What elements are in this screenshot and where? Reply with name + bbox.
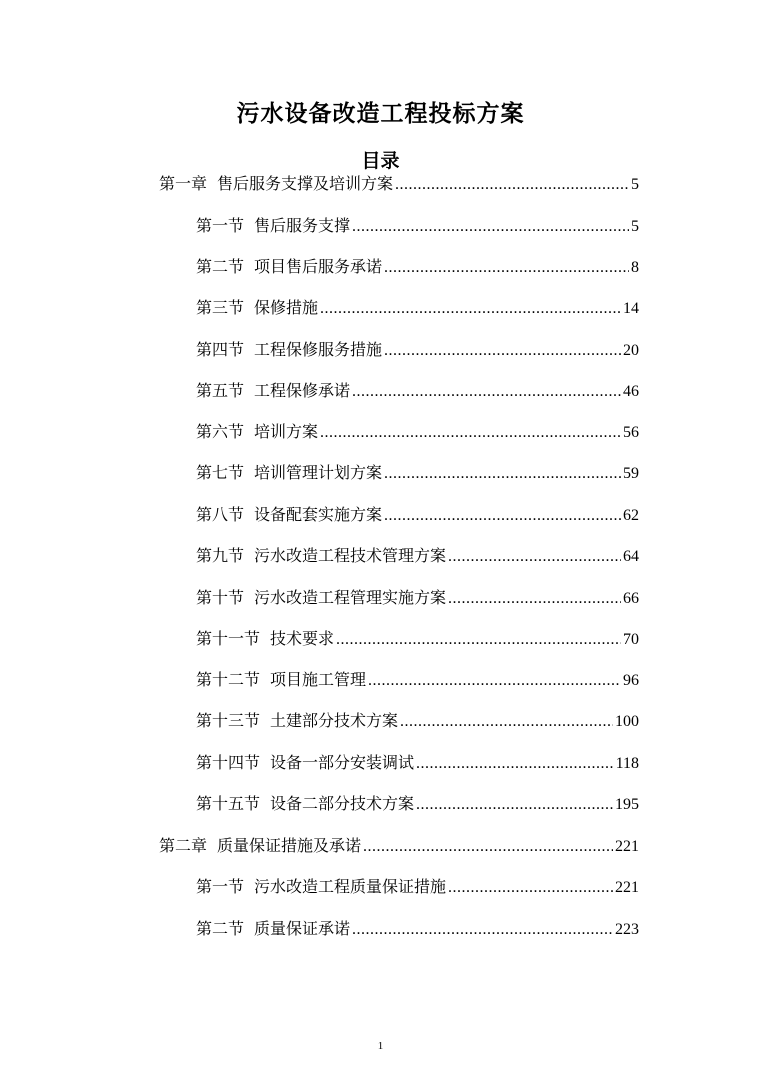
toc-entry-number: 第一节 xyxy=(196,877,245,896)
toc-entry-section[interactable] xyxy=(196,586,639,610)
toc-entry-number: 第十五节 xyxy=(196,794,261,813)
toc-entry-title: 土建部分技术方案 xyxy=(270,711,399,730)
toc-entry-number: 第一节 xyxy=(196,216,245,235)
toc-entry-title: 培训管理计划方案 xyxy=(254,463,383,482)
toc-entry-page: 5 xyxy=(631,218,639,235)
toc-leader-dots xyxy=(320,297,621,321)
toc-entry-section[interactable] xyxy=(196,461,639,485)
toc-leader-dots xyxy=(448,587,621,611)
document-title: 污水设备改造工程投标方案 xyxy=(236,101,525,127)
toc-entry-title: 项目施工管理 xyxy=(270,670,367,689)
toc-entry-number: 第三节 xyxy=(196,298,245,317)
toc-entry-title: 保修措施 xyxy=(254,298,319,317)
toc-entry-number: 第二节 xyxy=(196,257,245,276)
toc-entry-title: 质量保证承诺 xyxy=(254,919,351,938)
toc-leader-dots xyxy=(448,876,613,900)
toc-entry-page: 64 xyxy=(623,548,639,565)
toc-leader-dots xyxy=(368,669,621,693)
toc-entry-number: 第十二节 xyxy=(196,670,261,689)
toc-entry-title: 售后服务支撑 xyxy=(254,216,351,235)
toc-entry-title: 设备二部分技术方案 xyxy=(270,794,415,813)
toc-entry-number: 第十四节 xyxy=(196,753,261,772)
toc-entry-number: 第八节 xyxy=(196,505,245,524)
toc-entry-number: 第九节 xyxy=(196,546,245,565)
toc-entry-title: 售后服务支撑及培训方案 xyxy=(217,174,394,193)
toc-entry-number: 第六节 xyxy=(196,422,245,441)
toc-entry-page: 56 xyxy=(623,424,639,441)
toc-leader-dots xyxy=(363,835,613,859)
toc-entry-page: 195 xyxy=(615,796,639,813)
toc-entry-section[interactable] xyxy=(196,296,639,320)
toc-entry-page: 221 xyxy=(615,838,639,855)
toc-leader-dots xyxy=(384,462,621,486)
page-number: 1 xyxy=(377,1040,384,1052)
toc-leader-dots xyxy=(320,421,621,445)
toc-entry-section[interactable] xyxy=(196,627,639,651)
toc-leader-dots xyxy=(400,710,613,734)
toc-leader-dots xyxy=(336,628,621,652)
toc-entry-page: 8 xyxy=(631,259,639,276)
toc-leader-dots xyxy=(352,380,621,404)
toc-entry-number: 第一章 xyxy=(159,174,208,193)
toc-entry-number: 第二节 xyxy=(196,919,245,938)
toc-entry-chapter-2[interactable] xyxy=(159,834,639,858)
toc-entry-page: 66 xyxy=(623,590,639,607)
toc-entry-section[interactable] xyxy=(196,751,639,775)
toc-entry-section[interactable] xyxy=(196,709,639,733)
toc-entry-section[interactable] xyxy=(196,255,639,279)
toc-entry-section[interactable] xyxy=(196,668,639,692)
toc-entry-page: 70 xyxy=(623,631,639,648)
toc-leader-dots xyxy=(395,173,629,197)
toc-entry-title: 设备一部分安装调试 xyxy=(270,753,415,772)
toc-entry-page: 221 xyxy=(615,879,639,896)
toc-leader-dots xyxy=(416,752,614,776)
toc-entry-number: 第五节 xyxy=(196,381,245,400)
toc-entry-number: 第十一节 xyxy=(196,629,261,648)
toc-leader-dots xyxy=(416,793,613,817)
toc-entry-title: 工程保修服务措施 xyxy=(254,340,383,359)
toc-entry-section[interactable] xyxy=(196,338,639,362)
toc-leader-dots xyxy=(448,545,621,569)
toc-leader-dots xyxy=(384,504,621,528)
toc-entry-page: 96 xyxy=(623,672,639,689)
toc-entry-page: 46 xyxy=(623,383,639,400)
toc-entry-section[interactable] xyxy=(196,379,639,403)
toc-entry-page: 223 xyxy=(615,921,639,938)
toc-entry-title: 污水改造工程质量保证措施 xyxy=(254,877,447,896)
toc-entry-section[interactable] xyxy=(196,917,639,941)
toc-entry-page: 20 xyxy=(623,342,639,359)
toc-entry-page: 59 xyxy=(623,465,639,482)
toc-entry-number: 第七节 xyxy=(196,463,245,482)
toc-leader-dots xyxy=(384,256,629,280)
toc-entry-title: 设备配套实施方案 xyxy=(254,505,383,524)
toc-entry-number: 第四节 xyxy=(196,340,245,359)
toc-leader-dots xyxy=(352,918,613,942)
toc-entry-page: 62 xyxy=(623,507,639,524)
toc-entry-title: 培训方案 xyxy=(254,422,319,441)
toc-entry-section[interactable] xyxy=(196,544,639,568)
toc-entry-page: 100 xyxy=(615,713,639,730)
toc-entry-section[interactable] xyxy=(196,214,639,238)
toc-entry-title: 质量保证措施及承诺 xyxy=(217,836,362,855)
toc-entry-section[interactable] xyxy=(196,792,639,816)
toc-entry-number: 第十三节 xyxy=(196,711,261,730)
toc-entry-title: 工程保修承诺 xyxy=(254,381,351,400)
toc-entry-section[interactable] xyxy=(196,503,639,527)
toc-entry-number: 第二章 xyxy=(159,836,208,855)
toc-entry-chapter-1[interactable] xyxy=(159,172,639,196)
toc-entry-page: 5 xyxy=(631,176,639,193)
toc-entry-section[interactable] xyxy=(196,420,639,444)
toc-entry-page: 14 xyxy=(623,300,639,317)
toc-entry-title: 技术要求 xyxy=(270,629,335,648)
toc-entry-page: 118 xyxy=(615,755,639,772)
toc-leader-dots xyxy=(352,215,629,239)
toc-entry-title: 污水改造工程管理实施方案 xyxy=(254,588,447,607)
toc-entry-title: 项目售后服务承诺 xyxy=(254,257,383,276)
toc-entry-number: 第十节 xyxy=(196,588,245,607)
toc-entry-title: 污水改造工程技术管理方案 xyxy=(254,546,447,565)
toc-entry-section[interactable] xyxy=(196,875,639,899)
toc-heading: 目录 xyxy=(361,150,400,172)
toc-leader-dots xyxy=(384,339,621,363)
